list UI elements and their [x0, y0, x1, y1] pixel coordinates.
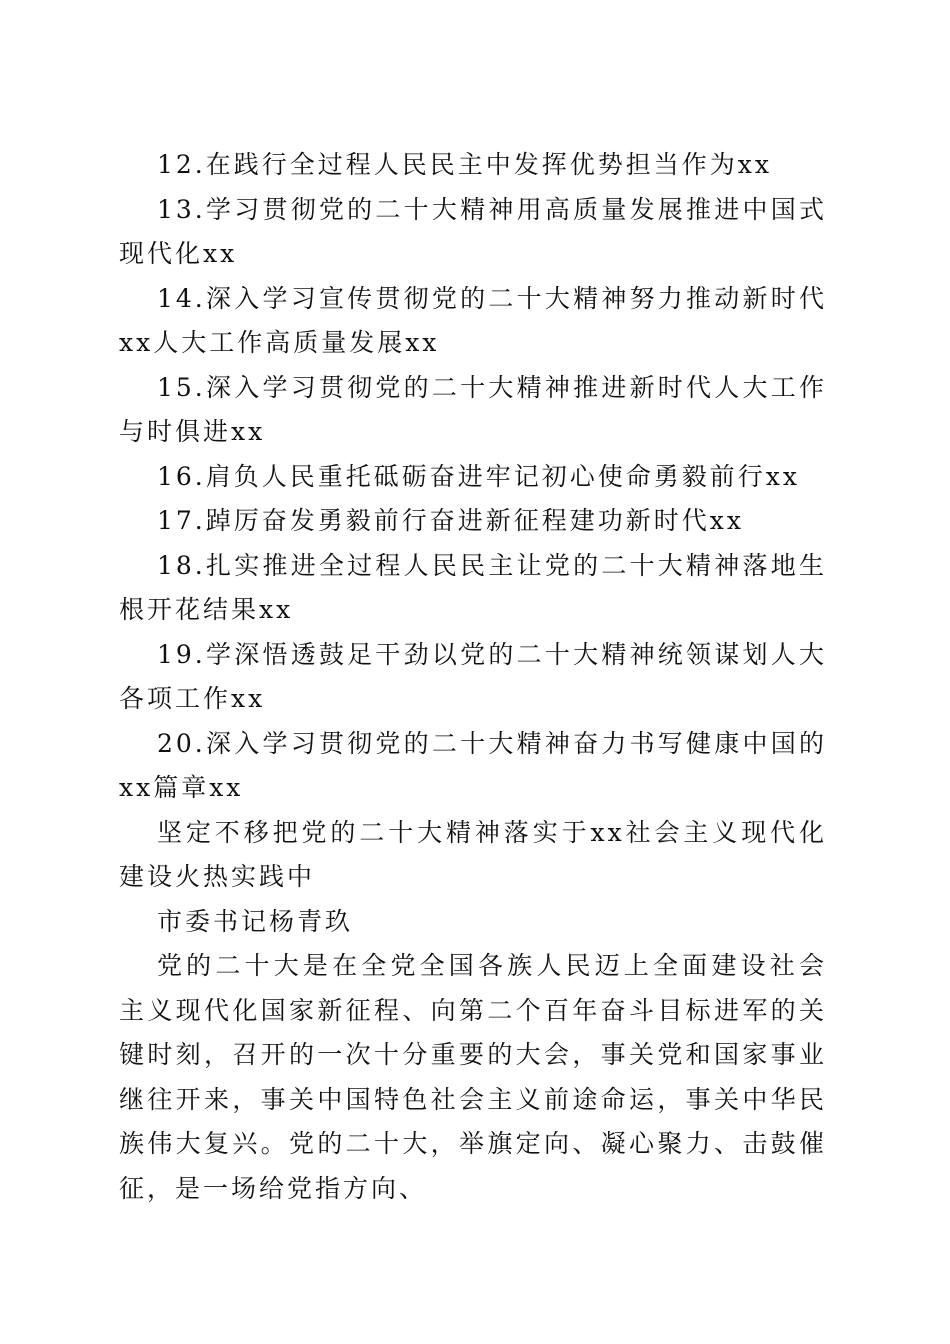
list-item: 12.在践行全过程人民民主中发挥优势担当作为xx [157, 150, 772, 179]
list-item: 16.肩负人民重托砥砺奋进牢记初心使命勇毅前行xx [157, 461, 800, 491]
author-byline: 市委书记杨青玖 [157, 906, 354, 936]
article-title: 坚定不移把党的二十大精神落实于xx社会主义现代化建设火热实践中 [119, 817, 827, 891]
body-paragraph: 党的二十大是在全党全国各族人民迈上全面建设社会主义现代化国家新征程、向第二个百年奋斗目标进军的关键时刻，召开的一次十分重要的大会，事关党和国家事业继往开来，事关中国特色社会主义前途命运，事关中华民族伟大复兴。党的二十大，举旗定向、凝心聚力、击鼓催征，是一场给党指方向、 [119, 951, 827, 1203]
list-item: 17.踔厉奋发勇毅前行奋进新征程建功新时代xx [157, 506, 744, 535]
list-item: 14.深入学习宣传贯彻党的二十大精神努力推动新时代xx人大工作高质量发展xx [119, 283, 827, 357]
list-item: 19.学深悟透鼓足干劲以党的二十大精神统领谋划人大各项工作xx [119, 639, 827, 713]
list-item: 15.深入学习贯彻党的二十大精神推进新时代人大工作与时俱进xx [119, 372, 827, 446]
list-item: 20.深入学习贯彻党的二十大精神奋力书写健康中国的xx篇章xx [119, 728, 827, 802]
document-page [119, 143, 827, 1211]
list-item: 13.学习贯彻党的二十大精神用高质量发展推进中国式现代化xx [119, 194, 827, 268]
list-item: 18.扎实推进全过程人民民主让党的二十大精神落地生根开花结果xx [119, 550, 827, 624]
